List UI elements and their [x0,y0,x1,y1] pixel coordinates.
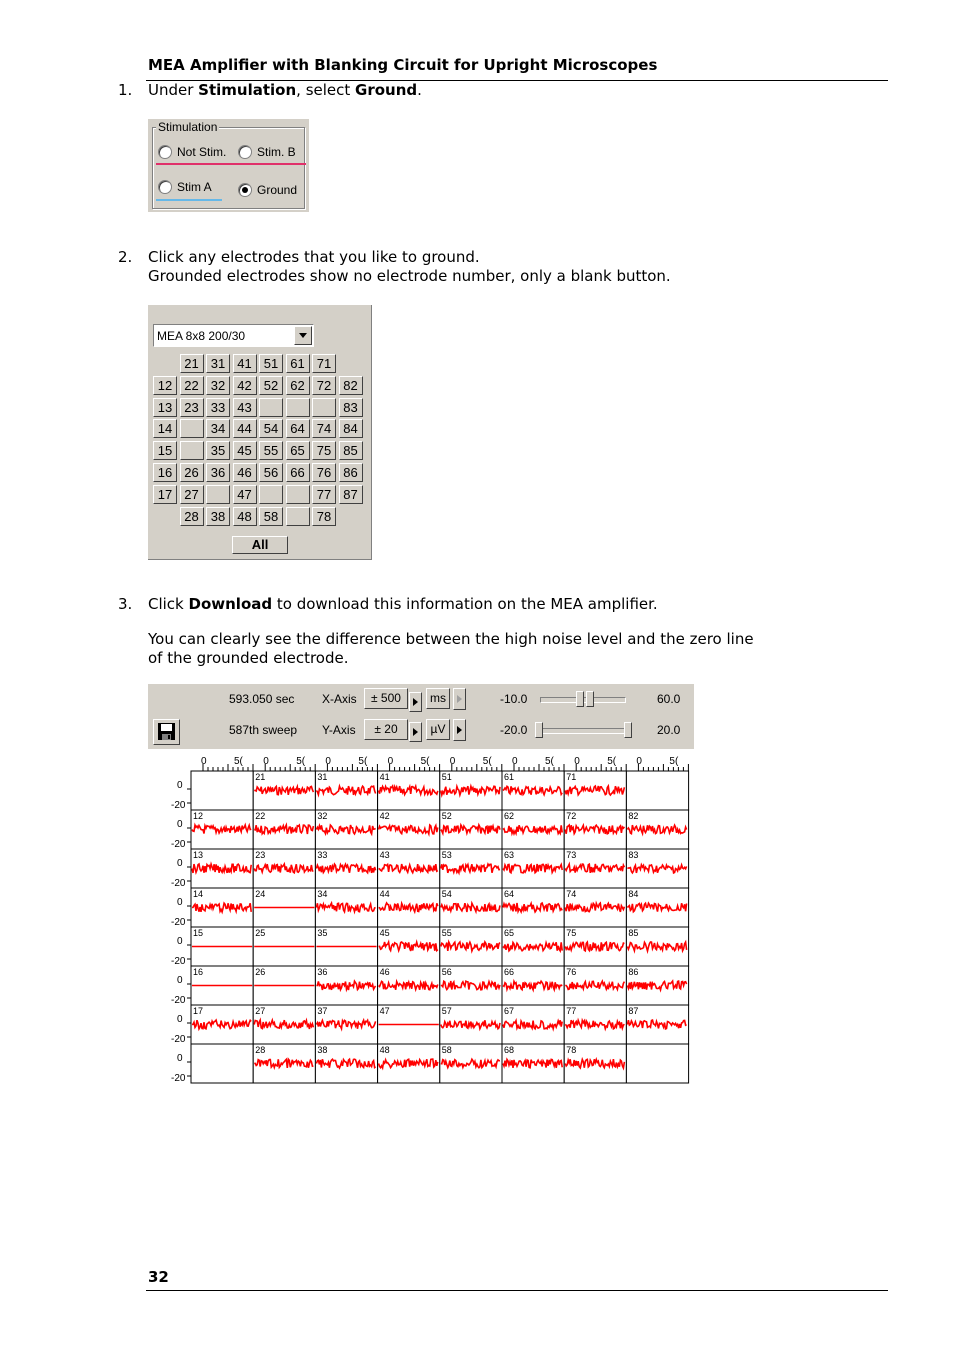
electrode-button-14[interactable]: 14 [153,419,177,438]
electrode-button-grounded[interactable] [312,398,336,417]
electrode-button-27[interactable]: 27 [180,485,204,504]
y-tick-label-zero: 0 [177,819,183,830]
radio-not-stim[interactable] [158,145,172,159]
electrode-button-16[interactable]: 16 [153,463,177,482]
electrode-button-grounded[interactable] [286,507,310,526]
trace-cell-label: 21 [255,772,266,782]
trace-cell-label: 58 [441,1045,452,1055]
x-tick-label-fifty: 5( [296,756,306,767]
radio-stim-b-label: Stim. B [257,145,296,159]
trace-cell-label: 55 [441,928,452,938]
trace-cell-label: 13 [193,850,204,860]
electrode-button-12[interactable]: 12 [153,376,177,395]
trace-cell [191,1044,253,1083]
trace-cell-label: 63 [504,850,515,860]
x-tick-label-zero: 0 [574,756,580,767]
radio-ground-label: Ground [257,183,298,197]
x-tick-label-zero: 0 [636,756,642,767]
y-slider-thumb-right[interactable] [624,722,632,738]
x-range-box[interactable]: ± 500 [364,688,408,709]
electrode-button-grounded[interactable] [180,419,204,438]
electrode-button-38[interactable]: 38 [206,507,230,526]
electrode-button-44[interactable]: 44 [233,419,257,438]
electrode-button-grounded[interactable] [286,485,310,504]
trace-cell-label: 61 [504,772,515,782]
x-tick-label-zero: 0 [449,756,456,767]
x-range-spin-button[interactable] [409,692,422,712]
radio-not-stim-label: Not Stim. [177,145,227,159]
trace-cell-label: 35 [317,928,328,938]
electrode-button-36[interactable]: 36 [206,463,230,482]
electrode-button-74[interactable]: 74 [312,419,336,438]
electrode-button-13[interactable]: 13 [153,398,177,417]
trace-cell [626,1044,688,1083]
electrode-button-51[interactable]: 51 [259,354,283,373]
electrode-button-17[interactable]: 17 [153,485,177,504]
x-tick-label-fifty: 5( [545,756,554,767]
trace-cell-label: 37 [317,1006,328,1016]
electrode-button-58[interactable]: 58 [259,507,283,526]
x-tick-label-fifty: 5( [607,756,617,767]
y-range-box[interactable]: ± 20 [364,719,408,740]
time-readout: 593.050 sec [229,692,295,706]
trace-cell-label: 36 [317,967,328,977]
chevron-right-icon [410,723,421,741]
electrode-button-35[interactable]: 35 [206,441,230,460]
step-3-paragraph [148,630,754,668]
electrode-button-56[interactable]: 56 [259,463,283,482]
trace-cell-label: 52 [441,811,452,821]
trace-cell [626,771,688,810]
electrode-button-43[interactable]: 43 [233,398,257,417]
mea-layout-dropdown-value: MEA 8x8 200/30 [157,329,246,343]
floppy-disk-icon [154,720,179,744]
y-max-readout: 20.0 [657,723,681,737]
x-tick-label-zero: 0 [325,756,331,767]
stim-a-line [156,199,222,201]
radio-stim-a-label: Stim A [177,180,212,194]
y-tick-label-minus-twenty: -20 [171,839,186,850]
electrode-button-64[interactable]: 64 [286,419,310,438]
electrode-button-54[interactable]: 54 [259,419,283,438]
electrode-button-55[interactable]: 55 [259,441,283,460]
trace-cell-label: 82 [628,811,639,821]
y-tick-label-minus-twenty: -20 [171,878,186,889]
x-tick-label-fifty: 5( [358,756,368,767]
y-axis-label: Y-Axis [322,723,356,737]
trace-cell-label: 62 [504,811,515,821]
y-min-readout: -20.0 [500,723,528,737]
electrode-button-34[interactable]: 34 [206,419,230,438]
electrode-button-48[interactable]: 48 [233,507,257,526]
trace-cell-label: 66 [504,967,515,977]
x-tick-label-zero: 0 [201,756,207,767]
y-tick-label-minus-twenty: -20 [171,800,186,811]
trace-cell-label: 74 [566,889,577,899]
electrode-button-75[interactable]: 75 [312,441,336,460]
step-1-text: Under Stimulation, select Ground. [148,81,422,99]
y-tick-label-minus-twenty: -20 [171,917,186,928]
step-2-line-1: Click any electrodes that you like to ground. [148,248,480,266]
x-axis-label: X-Axis [322,692,357,706]
trace-cell-label: 73 [566,850,577,860]
electrode-button-45[interactable]: 45 [233,441,257,460]
trace-cell-label: 42 [379,811,390,821]
trace-cell-label: 68 [504,1045,515,1055]
trace-cell-label: 72 [566,811,577,821]
x-unit-spin-button[interactable] [453,688,466,710]
page-number: 32 [148,1268,169,1286]
y-tick-label-minus-twenty: -20 [171,1073,186,1084]
footer-rule [146,1290,888,1291]
electrode-button-grounded[interactable] [206,485,230,504]
x-max-readout: 60.0 [657,692,681,706]
electrode-button-23[interactable]: 23 [180,398,204,417]
step-2-line-2: Grounded electrodes show no electrode number, only a blank button. [148,267,671,285]
trace-cell-label: 41 [379,772,390,782]
electrode-button-65[interactable]: 65 [286,441,310,460]
trace-cell-label: 24 [255,889,266,899]
x-tick-label-zero: 0 [263,756,269,767]
electrode-button-21[interactable]: 21 [180,354,204,373]
x-slider-thumb-right[interactable] [586,691,594,707]
trace-cell-label: 32 [317,811,328,821]
electrode-button-grounded[interactable] [259,485,283,504]
trace-cell-label: 14 [193,889,204,899]
step-3-text: Click Download to download this information on the MEA amplifier. [148,595,658,613]
x-slider-thumb-left[interactable] [576,691,584,707]
electrode-button-31[interactable]: 31 [206,354,230,373]
y-tick-label-zero: 0 [177,975,183,986]
electrode-panel [148,305,372,560]
y-tick-label-zero: 0 [177,1053,183,1064]
trace-cell-label: 87 [628,1006,639,1016]
trace-cell-label: 15 [193,928,204,938]
trace-cell-label: 17 [193,1006,204,1016]
electrode-button-87[interactable]: 87 [339,485,363,504]
trace-cell-label: 56 [441,967,452,977]
radio-ground[interactable] [238,183,252,197]
trace-cell-label: 31 [317,772,328,782]
x-unit-box[interactable]: ms [426,688,450,709]
electrode-button-77[interactable]: 77 [312,485,336,504]
trace-cell-label: 75 [566,928,577,938]
electrode-trace-grid [150,752,690,1086]
electrode-button-84[interactable]: 84 [339,419,363,438]
y-range-spin-button[interactable] [409,722,422,742]
x-min-readout: -10.0 [500,692,528,706]
trace-cell-label: 16 [193,967,204,977]
y-tick-label-zero: 0 [177,1014,183,1025]
chevron-right-icon [410,693,421,711]
electrode-button-72[interactable]: 72 [312,376,336,395]
running-header: MEA Amplifier with Blanking Circuit for Upright Microscopes [148,56,658,74]
y-tick-label-zero: 0 [177,936,183,947]
mea-layout-dropdown[interactable] [153,324,314,347]
trace-cell-label: 71 [566,772,577,782]
x-tick-label-zero: 0 [512,756,518,767]
chevron-right-icon [454,689,465,709]
stimulation-title: Stimulation [158,120,218,134]
electrode-button-47[interactable]: 47 [233,485,257,504]
y-slider-thumb-left[interactable] [535,722,543,738]
step-2-number: 2. [118,248,133,266]
trace-cell [191,771,253,810]
electrode-button-41[interactable]: 41 [233,354,257,373]
x-tick-label-zero: 0 [387,756,394,767]
radio-stim-b[interactable] [238,145,252,159]
trace-cell-label: 64 [504,889,515,899]
trace-cell-label: 45 [379,928,390,938]
trace-cell-label: 76 [566,967,577,977]
electrode-button-46[interactable]: 46 [233,463,257,482]
chevron-down-icon [295,327,311,344]
trace-cell-label: 43 [379,850,390,860]
electrode-button-78[interactable]: 78 [312,507,336,526]
electrode-button-86[interactable]: 86 [339,463,363,482]
electrode-button-83[interactable]: 83 [339,398,363,417]
step-3-para-line-1: You can clearly see the difference between the high noise level and the zero line [148,630,754,648]
trace-cell-label: 23 [255,850,266,860]
step-2-text [148,248,671,286]
electrode-button-85[interactable]: 85 [339,441,363,460]
electrode-button-71[interactable]: 71 [312,354,336,373]
electrode-button-grounded[interactable] [286,398,310,417]
electrode-button-61[interactable]: 61 [286,354,310,373]
electrode-button-76[interactable]: 76 [312,463,336,482]
y-tick-label-zero: 0 [177,897,183,908]
trace-cell-label: 25 [255,928,266,938]
y-tick-label-zero: 0 [177,780,183,791]
trace-cell-label: 54 [441,889,452,899]
trace-cell-label: 46 [379,967,390,977]
trace-cell-label: 27 [255,1006,266,1016]
trace-cell-label: 33 [317,850,328,860]
electrode-button-28[interactable]: 28 [180,507,204,526]
y-tick-label-minus-twenty: -20 [171,1034,186,1045]
y-tick-label-zero: 0 [177,858,183,869]
stim-b-line [156,163,306,165]
trace-cell-label: 34 [317,889,328,899]
electrode-button-42[interactable]: 42 [233,376,257,395]
trace-cell-label: 85 [628,928,639,938]
electrode-button-grounded[interactable] [259,398,283,417]
trace-cell-label: 57 [441,1006,452,1016]
trace-cell-label: 38 [317,1045,328,1055]
radio-stim-a[interactable] [158,180,172,194]
electrode-button-33[interactable]: 33 [206,398,230,417]
all-button[interactable]: All [232,536,288,554]
trace-cell-label: 77 [566,1006,577,1016]
x-tick-label-fifty: 5( [420,756,430,767]
electrode-button-52[interactable]: 52 [259,376,283,395]
x-tick-label-fifty: 5( [234,756,243,767]
trace-cell-label: 51 [441,772,452,782]
trace-cell-label: 67 [504,1006,515,1016]
trace-cell-label: 83 [628,850,639,860]
trace-cell-label: 53 [441,850,452,860]
step-1-number: 1. [118,81,133,99]
trace-cell-label: 44 [379,889,390,899]
step-3-para-line-2: of the grounded electrode. [148,649,349,667]
trace-cell-label: 28 [255,1045,266,1055]
stimulation-panel [148,119,309,212]
electrode-button-82[interactable]: 82 [339,376,363,395]
electrode-button-15[interactable]: 15 [153,441,177,460]
y-unit-spin-button[interactable] [453,719,466,741]
y-unit-box[interactable]: µV [426,719,450,740]
electrode-button-66[interactable]: 66 [286,463,310,482]
chevron-right-icon [454,720,465,740]
trace-cell-label: 86 [628,967,639,977]
trace-cell-label: 47 [379,1006,390,1016]
trace-cell-label: 22 [255,811,266,821]
sweep-readout: 587th sweep [229,723,298,737]
trace-cell-label: 26 [255,967,266,977]
save-button[interactable] [153,719,180,745]
electrode-button-22[interactable]: 22 [180,376,204,395]
step-3-number: 3. [118,595,133,613]
electrode-button-62[interactable]: 62 [286,376,310,395]
y-range-slider[interactable] [538,728,632,734]
trace-cell-label: 84 [628,889,639,899]
electrode-button-32[interactable]: 32 [206,376,230,395]
trace-cell-label: 48 [379,1045,390,1055]
electrode-button-26[interactable]: 26 [180,463,204,482]
trace-cell-label: 12 [193,811,204,821]
y-tick-label-minus-twenty: -20 [171,956,186,967]
trace-cell-label: 78 [566,1045,577,1055]
y-tick-label-minus-twenty: -20 [171,995,186,1006]
x-tick-label-fifty: 5( [482,756,492,767]
recording-toolbar [148,684,694,749]
x-tick-label-fifty: 5( [669,756,679,767]
electrode-button-grounded[interactable] [180,441,204,460]
dropdown-arrow-button[interactable] [294,326,312,345]
electrode-grid [153,354,365,528]
trace-cell-label: 65 [504,928,515,938]
